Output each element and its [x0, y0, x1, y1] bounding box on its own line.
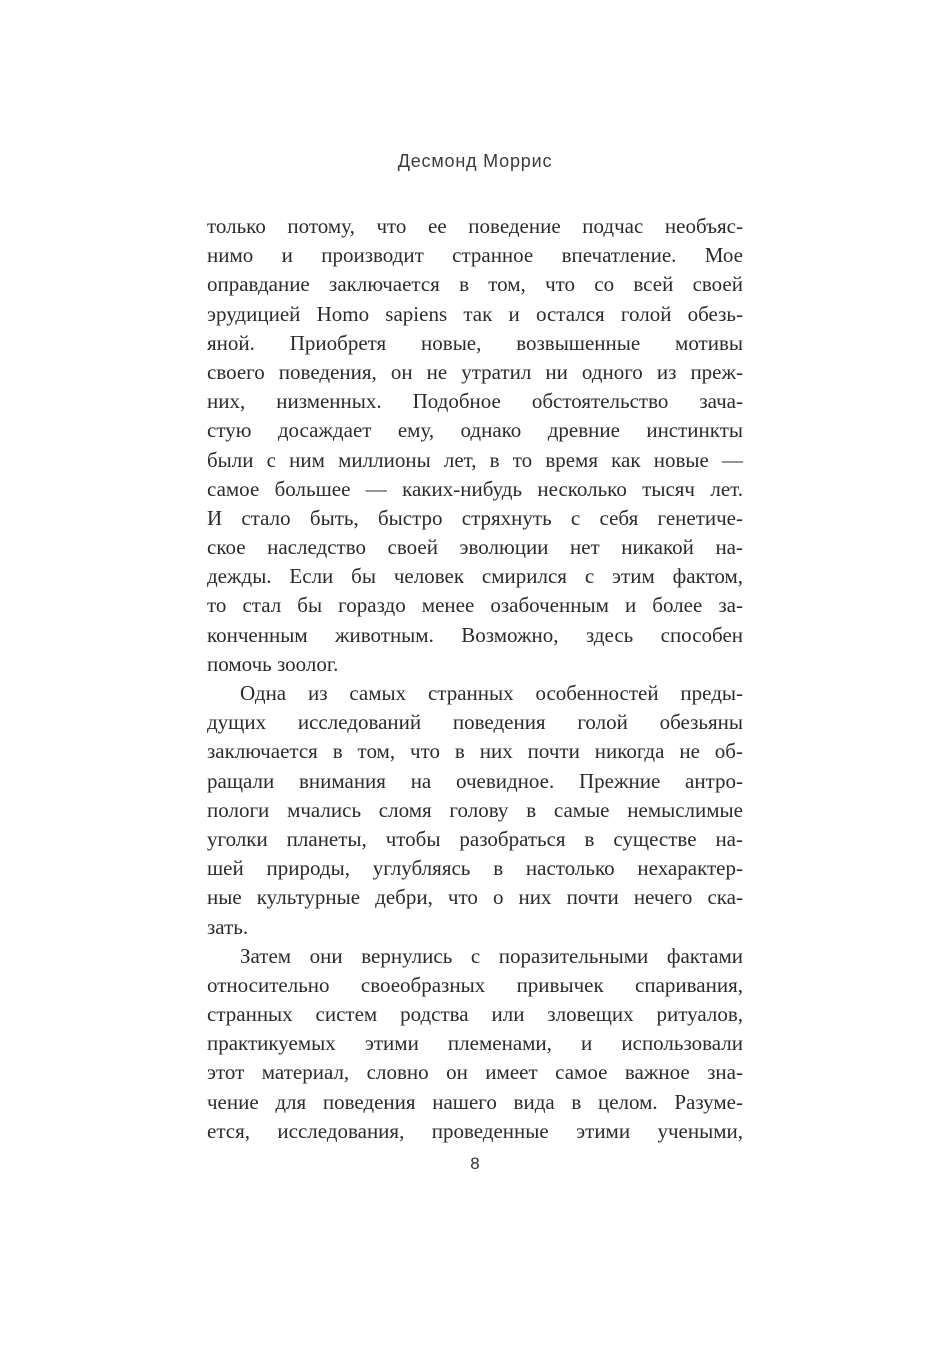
- text-line: зать.: [207, 914, 249, 939]
- text-line: яной. Приобретя новые, возвышенные мотивы: [207, 330, 743, 355]
- text-line: ные культурные дебри, что о них почти нечего ска-: [207, 885, 743, 910]
- text-line: были с ним миллионы лет, в то время как новые —: [207, 447, 743, 472]
- text-line: дежды. Если бы человек смирился с этим фактом,: [207, 564, 743, 589]
- text-line: практикуемых этими племенами, и использовали: [207, 1031, 743, 1056]
- page-number: 8: [470, 1154, 480, 1173]
- text-line: странных систем родства или зловещих ритуалов,: [207, 1002, 743, 1027]
- text-line: шей природы, углубляясь в настолько нехарактер-: [207, 856, 743, 881]
- text-line: самое большее — каких-нибудь несколько тысяч лет.: [207, 476, 743, 501]
- text-line: пологи мчались сломя голову в самые немыслимые: [207, 797, 743, 822]
- text-line: Затем они вернулись с поразительными фактами: [240, 943, 743, 968]
- text-line: относительно своеобразных привычек спаривания,: [207, 972, 743, 997]
- text-line: только потому, что ее поведение подчас необъяс-: [207, 214, 743, 238]
- text-line: стую досаждает ему, однако древние инстинкты: [207, 418, 743, 443]
- text-line: И стало быть, быстро стряхнуть с себя генетиче-: [207, 505, 743, 530]
- text-line: помочь зоолог.: [207, 651, 339, 676]
- text-line: заключается в том, что в них почти никогда не об-: [207, 739, 743, 764]
- text-line: ется, исследования, проведенные этими учеными,: [207, 1118, 743, 1143]
- text-line: оправдание заключается в том, что со всей своей: [207, 272, 743, 297]
- text-line: этот материал, словно он имеет самое важное зна-: [207, 1060, 743, 1085]
- paragraph: [207, 679, 743, 942]
- text-line: Одна из самых странных особенностей преды-: [240, 681, 743, 705]
- running-head: Десмонд Моррис: [397, 151, 553, 171]
- text-line: своего поведения, он не утратил ни одного из преж-: [207, 359, 743, 384]
- text-line: то стал бы гораздо менее озабоченным и более за-: [207, 593, 743, 618]
- text-line: дущих исследований поведения голой обезьяны: [207, 710, 743, 735]
- body-text: [207, 212, 743, 1146]
- text-line: ское наследство своей эволюции нет никакой на-: [207, 535, 743, 560]
- paragraph: [207, 942, 743, 1146]
- text-line: них, низменных. Подобное обстоятельство зача-: [207, 389, 743, 414]
- text-line: ращали внимания на очевидное. Прежние антро-: [207, 768, 743, 793]
- text-line: нимо и производит странное впечатление. Мое: [207, 243, 743, 268]
- text-line: конченным животным. Возможно, здесь способен: [207, 622, 743, 647]
- text-line: эрудицией Homo sapiens так и остался голой обезь-: [207, 301, 743, 326]
- paragraph: [207, 212, 743, 679]
- text-line: чение для поведения нашего вида в целом. Разуме-: [207, 1089, 743, 1114]
- text-line: уголки планеты, чтобы разобраться в существе на-: [207, 826, 743, 851]
